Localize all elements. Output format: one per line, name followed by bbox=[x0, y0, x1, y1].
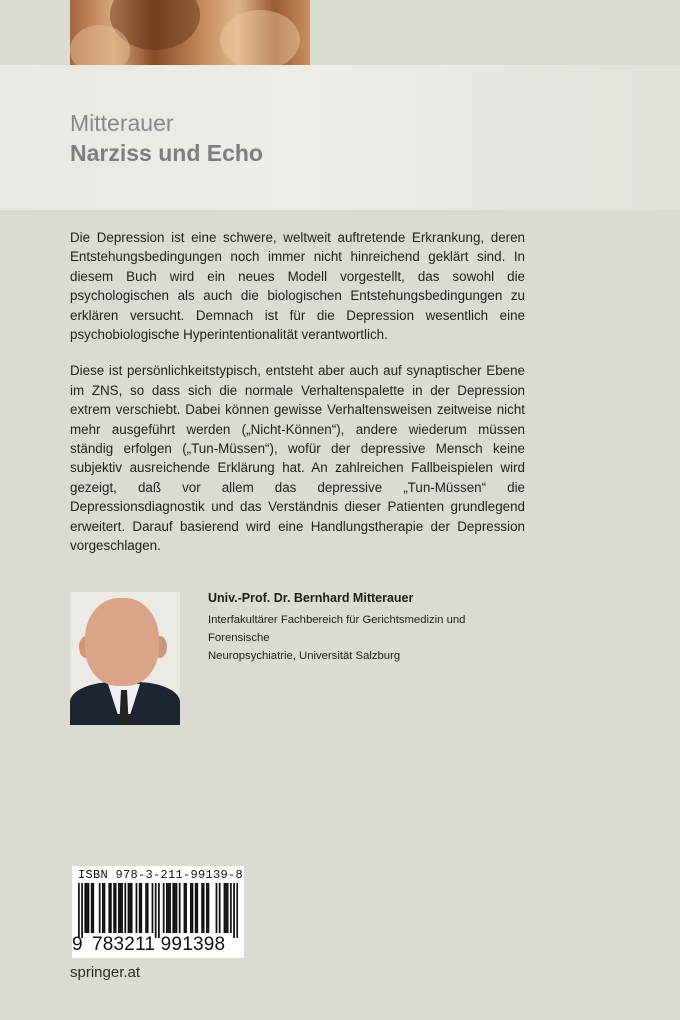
barcode-bar bbox=[147, 883, 149, 933]
barcode-bar bbox=[225, 883, 227, 933]
bio-affiliation-line1: Interfakultärer Fachbereich für Gerichtsmedizin und Forensische bbox=[208, 614, 466, 644]
barcode-bar bbox=[192, 883, 194, 933]
barcode-bar bbox=[102, 883, 104, 933]
bio-affiliation bbox=[208, 611, 528, 665]
barcode-bar bbox=[233, 883, 235, 938]
barcode-bar bbox=[136, 883, 138, 933]
barcode-bar bbox=[158, 883, 160, 938]
isbn-barcode bbox=[72, 866, 244, 958]
barcode-bar bbox=[184, 883, 186, 933]
barcode-bar bbox=[190, 883, 192, 933]
barcode-bar bbox=[92, 883, 94, 933]
barcode-bar bbox=[166, 883, 168, 933]
barcode-bar bbox=[201, 883, 203, 933]
barcode-bar bbox=[224, 883, 226, 933]
barcode-bar bbox=[131, 883, 133, 933]
barcode-bar bbox=[174, 883, 176, 933]
barcode-bar bbox=[195, 883, 197, 933]
isbn-label: ISBN 978-3-211-99139-8 bbox=[78, 868, 244, 882]
barcode-bar bbox=[176, 883, 178, 933]
bio-affiliation-line2: Neuropsychiatrie, Universität Salzburg bbox=[208, 650, 401, 662]
barcode-bar bbox=[91, 883, 93, 933]
barcode-bar bbox=[129, 883, 131, 933]
barcode-bar bbox=[121, 883, 123, 933]
barcode-bar bbox=[84, 883, 86, 933]
barcode-bar bbox=[216, 883, 218, 933]
publisher-website[interactable]: springer.at bbox=[70, 964, 141, 981]
barcode-bar bbox=[203, 883, 205, 933]
blurb-paragraph: Diese ist persönlichkeitstypisch, entsteht aber auch auf synaptischer Ebene im ZNS, so dass sich die normale Verhaltenspalette in der Depression extrem verschiebt. Dabei können gewisse Verhaltensweisen zeitweise nicht mehr ausgeführt werden („Nicht-Können“), andere wiederum müssen ständig erfolgen („Tun-Müssen“), wofür der depressive Mensch keine subjektiv ausreichende Erklärung hat. An zahlreichen Fallbeispielen wird gezeigt, daß vor allem das depressive „Tun-Müssen“ die Depressionsdiagnostik und das Verständnis dieser Patienten grundlegend erweitert. Darauf basierend wird eine Handlungstherapie der Depression vorgeschlagen. bbox=[70, 363, 525, 554]
barcode-bar bbox=[110, 883, 112, 933]
barcode-bar bbox=[206, 883, 208, 933]
barcode-bar bbox=[81, 883, 83, 938]
barcode-bar bbox=[99, 883, 101, 933]
barcode-bar bbox=[113, 883, 115, 933]
book-title: Narziss und Echo bbox=[70, 140, 263, 166]
barcode-bar bbox=[118, 883, 120, 933]
barcode-bar bbox=[172, 883, 174, 933]
blurb-paragraph: Die Depression ist eine schwere, weltweit auftretende Erkrankung, deren Entstehungsbedingungen noch immer nicht hinreichend geklärt sind. In diesem Buch wird ein neues Modell vorgestellt, das sowohl die psychologischen als auch die biologischen Entstehungsbedingungen zu erklären versucht. Demnach ist für die Depression wesentlich eine psychobiologische Hyperintentionalität verantwortlich. bbox=[70, 230, 525, 343]
barcode-bar bbox=[78, 883, 80, 938]
title-band bbox=[0, 65, 680, 210]
barcode-bar bbox=[168, 883, 170, 933]
barcode-bar bbox=[169, 883, 171, 933]
barcode-bar bbox=[86, 883, 88, 933]
barcode-bar bbox=[128, 883, 130, 933]
author-name: Mitterauer bbox=[70, 110, 174, 136]
barcode-bar bbox=[139, 883, 141, 933]
barcode-bar bbox=[196, 883, 198, 933]
barcode-bar bbox=[219, 883, 221, 933]
blurb bbox=[70, 228, 525, 573]
barcode-bar bbox=[152, 883, 154, 933]
author-bio bbox=[208, 591, 528, 665]
cover-artwork bbox=[70, 0, 310, 65]
barcode-bar bbox=[108, 883, 110, 933]
author-photo bbox=[70, 592, 180, 725]
barcode-digits-rest: 783211 991398 bbox=[92, 934, 226, 955]
barcode-bar bbox=[115, 883, 117, 933]
barcode-bar bbox=[145, 883, 147, 933]
barcode-bar bbox=[140, 883, 142, 933]
barcode-bar bbox=[230, 883, 232, 933]
barcode-bar bbox=[124, 883, 126, 933]
barcode-bar bbox=[179, 883, 181, 933]
bio-name: Univ.-Prof. Dr. Bernhard Mitterauer bbox=[208, 591, 414, 605]
barcode-bar bbox=[163, 883, 165, 933]
barcode-bar bbox=[88, 883, 90, 933]
barcode-bar bbox=[208, 883, 210, 933]
barcode-digit-first: 9 bbox=[72, 934, 83, 955]
barcode-bar bbox=[185, 883, 187, 933]
barcode-bar bbox=[120, 883, 122, 933]
barcode-bar bbox=[236, 883, 238, 938]
barcode-bar bbox=[104, 883, 106, 933]
barcode-bar bbox=[155, 883, 157, 938]
barcode-bar bbox=[227, 883, 229, 933]
barcode-bars bbox=[78, 883, 238, 938]
